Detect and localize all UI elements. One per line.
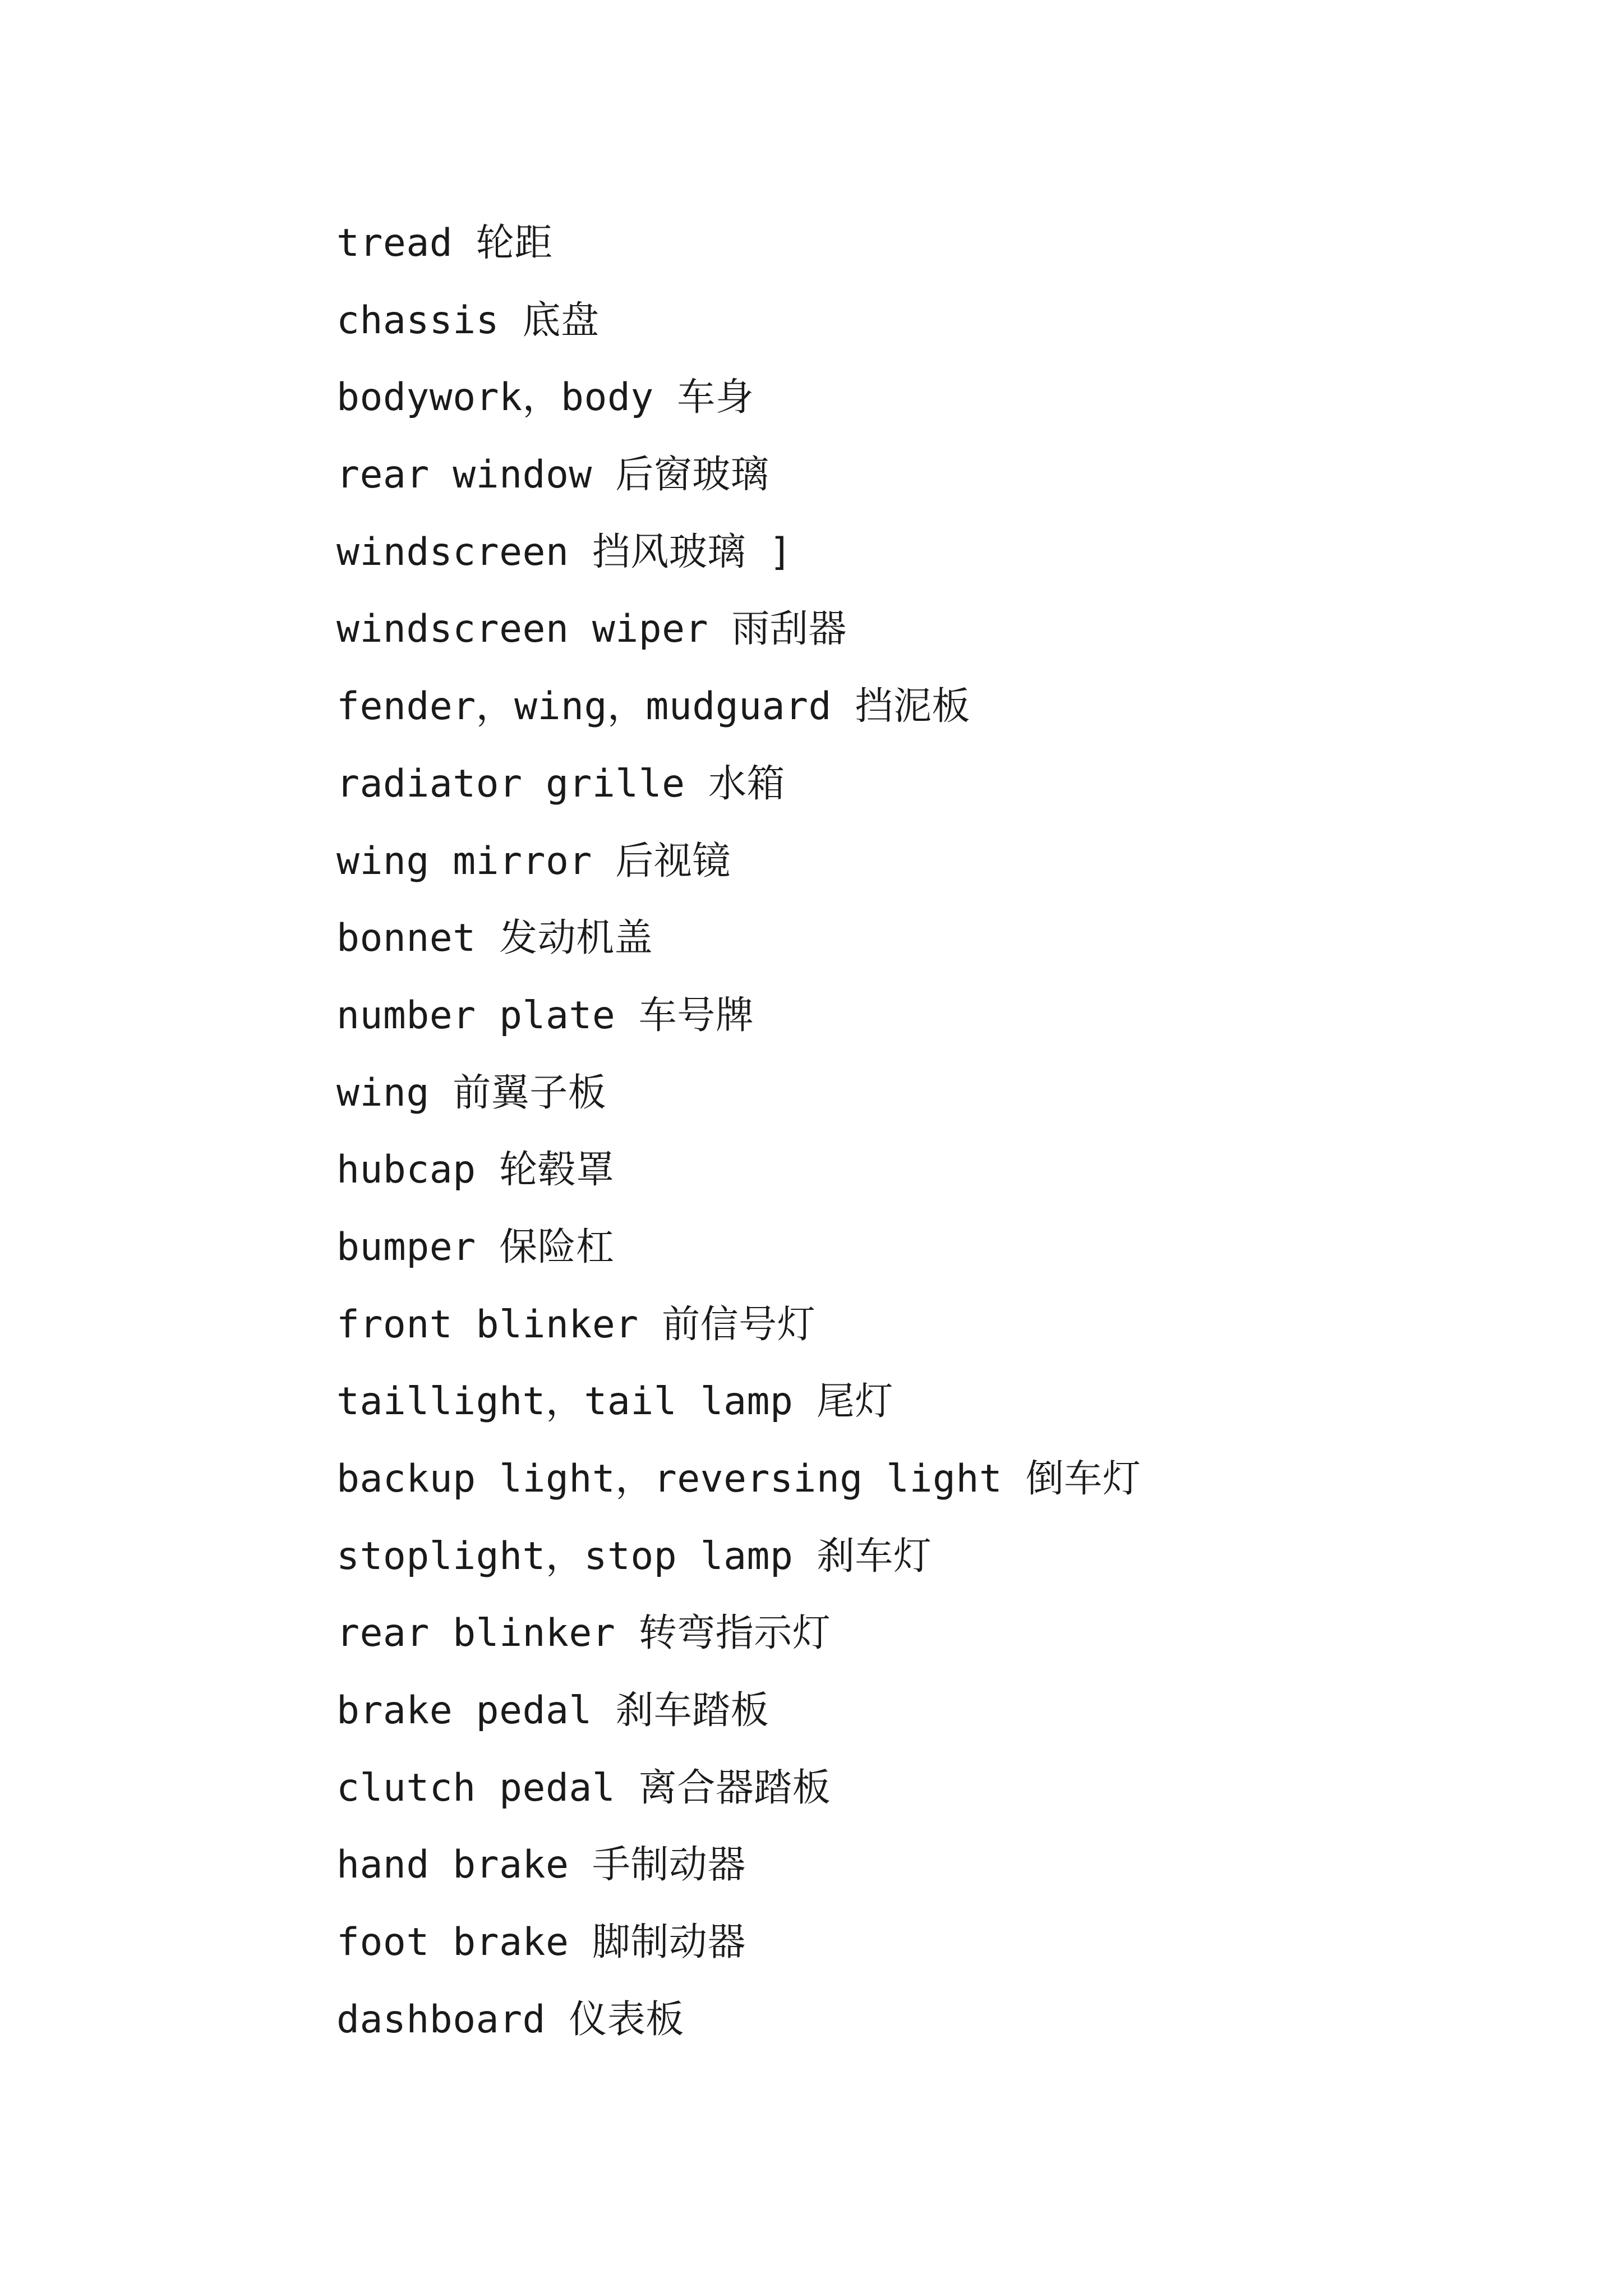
chinese-meaning: 挡泥板 <box>855 684 970 729</box>
chinese-meaning: 尾灯 <box>816 1379 893 1424</box>
vocabulary-entry <box>336 1291 1141 1369</box>
english-term: fender，wing，mudguard <box>336 684 832 729</box>
vocabulary-entry <box>336 519 1141 596</box>
english-term: chassis <box>336 298 500 343</box>
chinese-meaning: 挡风玻璃 ] <box>592 530 792 574</box>
vocabulary-entry <box>336 441 1141 519</box>
english-term: bumper <box>336 1225 476 1269</box>
chinese-meaning: 手制动器 <box>592 1843 746 1888</box>
vocabulary-entry <box>336 1755 1141 1832</box>
vocabulary-entry <box>336 1986 1141 2064</box>
vocabulary-list <box>336 210 1141 2064</box>
chinese-meaning: 后视镜 <box>615 839 731 884</box>
english-term: tread <box>336 221 453 265</box>
english-term: dashboard <box>336 1997 546 2042</box>
chinese-meaning: 后窗玻璃 <box>615 453 769 498</box>
chinese-meaning: 转弯指示灯 <box>638 1611 831 1656</box>
english-term: hand brake <box>336 1843 569 1888</box>
vocabulary-entry <box>336 905 1141 982</box>
chinese-meaning: 底盘 <box>522 298 600 343</box>
english-term: hubcap <box>336 1148 476 1193</box>
english-term: front blinker <box>336 1302 639 1347</box>
vocabulary-entry <box>336 1446 1141 1523</box>
english-term: bonnet <box>336 916 476 961</box>
vocabulary-entry <box>336 364 1141 441</box>
chinese-meaning: 脚制动器 <box>592 1920 746 1965</box>
english-term: stoplight，stop lamp <box>336 1534 794 1579</box>
chinese-meaning: 轮距 <box>476 221 553 265</box>
chinese-meaning: 前信号灯 <box>662 1302 816 1347</box>
vocabulary-entry <box>336 1832 1141 1909</box>
vocabulary-entry <box>336 1909 1141 1986</box>
english-term: bodywork，body <box>336 375 654 420</box>
english-term: taillight，tail lamp <box>336 1379 794 1424</box>
chinese-meaning: 水箱 <box>708 761 786 806</box>
english-term: windscreen wiper <box>336 607 709 652</box>
vocabulary-entry <box>336 751 1141 828</box>
english-term: foot brake <box>336 1920 569 1965</box>
chinese-meaning: 仪表板 <box>569 1997 684 2042</box>
chinese-meaning: 保险杠 <box>499 1225 615 1269</box>
vocabulary-entry <box>336 982 1141 1060</box>
english-term: rear blinker <box>336 1611 616 1656</box>
english-term: wing <box>336 1070 430 1115</box>
chinese-meaning: 离合器踏板 <box>638 1765 831 1810</box>
vocabulary-entry <box>336 1523 1141 1600</box>
chinese-meaning: 刹车踏板 <box>615 1688 769 1733</box>
english-term: brake pedal <box>336 1688 592 1733</box>
chinese-meaning: 刹车灯 <box>816 1534 932 1579</box>
chinese-meaning: 轮毂罩 <box>499 1148 615 1193</box>
chinese-meaning: 雨刮器 <box>731 607 847 652</box>
chinese-meaning: 车号牌 <box>638 993 754 1038</box>
chinese-meaning: 发动机盖 <box>499 916 653 961</box>
vocabulary-entry <box>336 673 1141 751</box>
chinese-meaning: 前翼子板 <box>453 1070 607 1115</box>
vocabulary-entry <box>336 1137 1141 1214</box>
vocabulary-entry <box>336 210 1141 287</box>
chinese-meaning: 倒车灯 <box>1025 1457 1141 1501</box>
vocabulary-entry <box>336 1214 1141 1291</box>
english-term: number plate <box>336 993 616 1038</box>
vocabulary-entry <box>336 596 1141 673</box>
english-term: rear window <box>336 453 592 498</box>
vocabulary-entry <box>336 1368 1141 1446</box>
vocabulary-entry <box>336 1600 1141 1677</box>
english-term: clutch pedal <box>336 1765 616 1810</box>
english-term: backup light，reversing light <box>336 1457 1003 1501</box>
english-term: wing mirror <box>336 839 592 884</box>
vocabulary-entry <box>336 828 1141 905</box>
english-term: windscreen <box>336 530 569 574</box>
vocabulary-entry <box>336 1677 1141 1755</box>
vocabulary-entry <box>336 287 1141 365</box>
english-term: radiator grille <box>336 761 685 806</box>
vocabulary-entry <box>336 1060 1141 1137</box>
chinese-meaning: 车身 <box>677 375 754 420</box>
